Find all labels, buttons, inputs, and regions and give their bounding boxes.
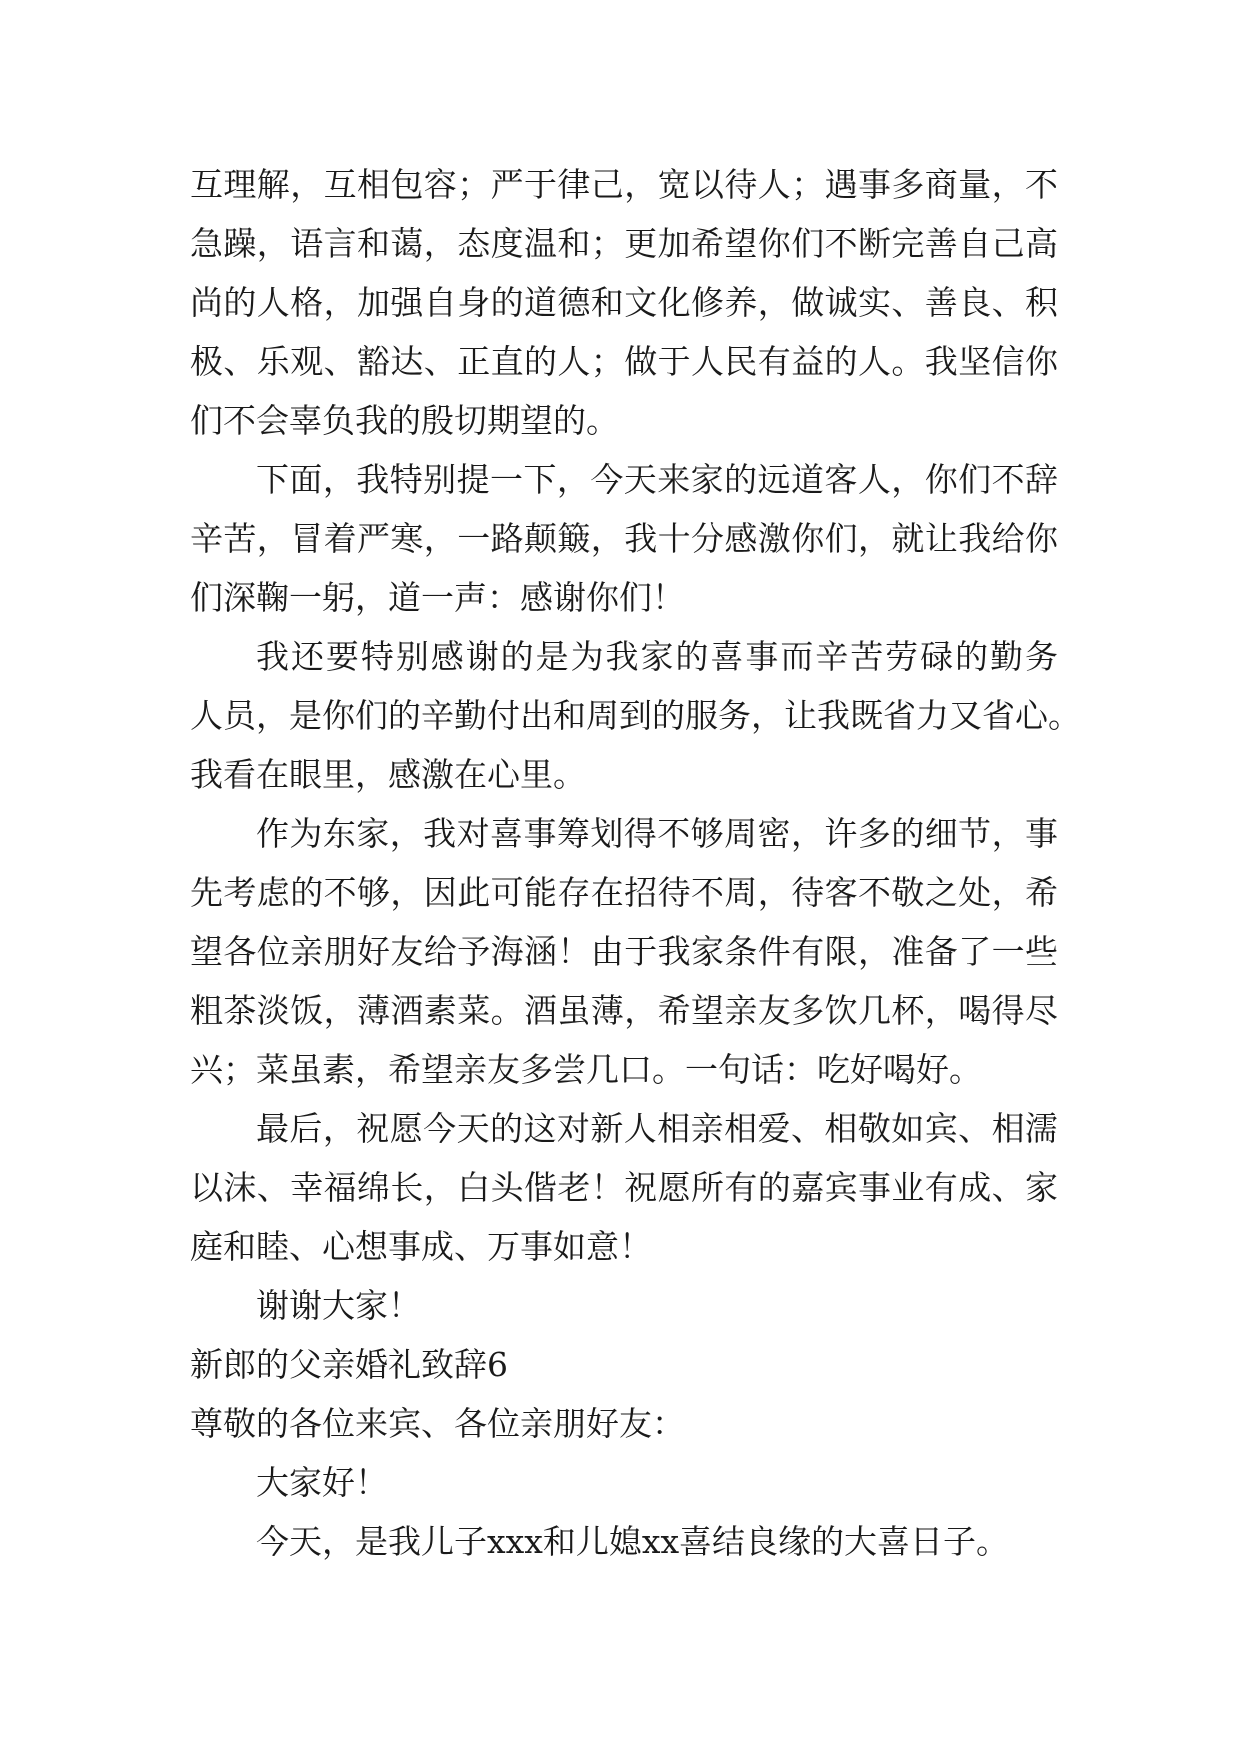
paragraph-line: 望各位亲朋好友给予海涵！由于我家条件有限，准备了一些 [190, 932, 1058, 971]
paragraph-line: 们深鞠一躬，道一声：感谢你们！ [190, 578, 685, 617]
paragraph-line: 尚的人格，加强自身的道德和文化修养，做诚实、善良、积 [190, 283, 1058, 322]
paragraph-line: 最后，祝愿今天的这对新人相亲相爱、相敬如宾、相濡 [256, 1109, 1058, 1148]
section-title: 新郎的父亲婚礼致辞6 [190, 1345, 508, 1384]
salutation: 尊敬的各位来宾、各位亲朋好友： [190, 1404, 685, 1443]
paragraph-line: 粗茶淡饭，薄酒素菜。酒虽薄，希望亲友多饮几杯，喝得尽 [190, 991, 1058, 1030]
paragraph-line: 下面，我特别提一下，今天来家的远道客人，你们不辞 [256, 460, 1058, 499]
paragraph-line: 极、乐观、豁达、正直的人；做于人民有益的人。我坚信你 [190, 342, 1058, 381]
paragraph-line: 急躁，语言和蔼，态度温和；更加希望你们不断完善自己高 [190, 224, 1058, 263]
paragraph-line: 作为东家，我对喜事筹划得不够周密，许多的细节，事 [256, 814, 1058, 853]
paragraph-line: 我看在眼里，感激在心里。 [190, 755, 586, 794]
paragraph-line: 先考虑的不够，因此可能存在招待不周，待客不敬之处，希 [190, 873, 1058, 912]
paragraph-line: 我还要特别感谢的是为我家的喜事而辛苦劳碌的勤务 [256, 637, 1058, 676]
paragraph-line: 辛苦，冒着严寒，一路颠簸，我十分感激你们，就让我给你 [190, 519, 1058, 558]
paragraph [190, 804, 1058, 1099]
paragraph [190, 450, 1058, 627]
paragraph-line: 兴；菜虽素，希望亲友多尝几口。一句话：吃好喝好。 [190, 1050, 982, 1089]
paragraph-line: 人员，是你们的辛勤付出和周到的服务，让我既省力又省心。 [190, 696, 1081, 735]
closing-line: 谢谢大家！ [256, 1286, 421, 1325]
paragraph [190, 1099, 1058, 1276]
paragraph [190, 155, 1058, 450]
paragraph-line: 以沫、幸福绵长，白头偕老！祝愿所有的嘉宾事业有成、家 [190, 1168, 1058, 1207]
greeting: 大家好！ [256, 1463, 388, 1502]
opening-line: 今天，是我儿子xxx和儿媳xx喜结良缘的大喜日子。 [256, 1522, 1010, 1561]
paragraph-line: 庭和睦、心想事成、万事如意！ [190, 1227, 652, 1266]
paragraph-line: 们不会辜负我的殷切期望的。 [190, 401, 619, 440]
paragraph [190, 627, 1081, 804]
paragraph-line: 互理解，互相包容；严于律己，宽以待人；遇事多商量，不 [190, 165, 1058, 204]
document-body [190, 155, 1081, 1571]
